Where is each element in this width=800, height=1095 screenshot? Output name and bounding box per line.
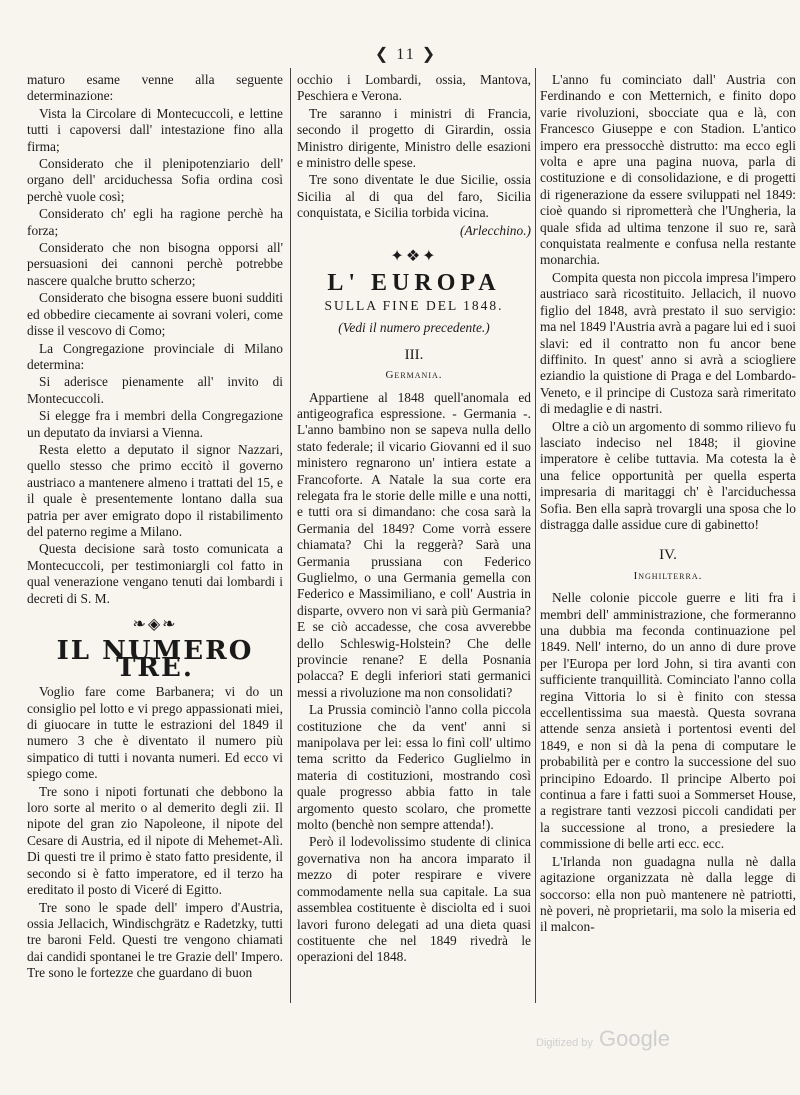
- section-heading: Germania.: [385, 369, 443, 382]
- paragraph: Tre sono le spade dell' impero d'Austria, ossia Jellacich, Windischgrätz e Radetzky, tutti tre baroni Feld. Questi tre vengono chiamati dai candidi spontanei le tre Grazie dell' Impero. Tre sono le fortezze che guardano di buon: [27, 899, 283, 981]
- paragraph: La Prussia cominciò l'anno colla piccola costituzione che da vent' anni si manipolava per lei: essa lo finì coll' ultimo tema scritto da Federico Guglielmo in materia di costituzioni, mostrando così quale progresso abbia fatto in tale argomento questo scolaro, che promette molto (benchè non sempre attenda!).: [297, 702, 531, 833]
- watermark-brand: Google: [598, 1026, 670, 1051]
- paragraph: Voglio fare come Barbanera; vi do un consiglio pel lotto e vi prego appassionati miei, di giuocare in tutte le estrazioni del 1849 il numero 3 che è diventato il numero più simpatico di tutti i novanta numeri. Ed ecco vi spiego come.: [27, 684, 283, 782]
- column-rule-left: [290, 68, 291, 1003]
- paragraph: Si elegge fra i membri della Congregazione un deputato da inviarsi a Vienna.: [27, 408, 283, 440]
- paragraph: Considerato che bisogna essere buoni sudditi ed obbedire ciecamente ai sovrani voleri, come disse il vescovo di Como;: [27, 290, 283, 339]
- paragraph: Considerato che il plenipotenziario dell' organo dell' arciduchessa Sofia ordina così perchè vuole così;: [27, 156, 283, 204]
- paragraph: Appartiene al 1848 quell'anomala ed antigeografica espressione. - Germania -. L'anno bambino non se sapeva nulla dello stato federale; il vicario Giovanni ed il suo ministero regnarono un' intiera estate a Francoforte. A Natale la sua corte era relegata fra le storie delle mille e una notti, e tutti ora si dimandano: che cosa sarà la Germania del 1849? Come vorrà essere chiamata? Chi la reggerà? Sarà una Germania prussiana con Federico Guglielmo, o una Germania gemella con Federico e Massimiliano, e coll' Austria in disparte, ovvero non vi sarà più Germania? E se ciò accadesse, che cosa avverebbe dello Schleswig-Holstein? Che delle provincie renane? E della Posnania polacca? E degli inferiori stati germanici messi a rivoluzione ma non consolidati?: [297, 389, 531, 700]
- section-number: IV.: [659, 547, 677, 564]
- section-heading: Inghilterra.: [633, 569, 703, 582]
- page-number: ❮ 11 ❯: [374, 46, 438, 63]
- paragraph: La Congregazione provinciale di Milano determina:: [27, 340, 283, 372]
- paragraph: Però il lodevolissimo studente di clinica governativa non ha ancora imparato il mezzo di poter respirare e vivere commodamente nella sua capitale. La sua assemblea costituente è disciolta ed i suoi lavori furono delegati ad una dieta quasi costituente che nel 1849 rivedrà le operazioni del 1848.: [297, 834, 531, 965]
- signature: (Arlecchino.): [459, 222, 531, 238]
- section-ornament: ✦❖✦: [390, 248, 438, 266]
- paragraph: L'Irlanda non guadagna nulla nè dalla agitazione organizzata nè dalla legge di soccorso: ella non può mantenere nè patriotti, nè poveri, nè proprietarii, ma solo la miseria ed il malcon-: [540, 853, 796, 935]
- paragraph: Tre sono i nipoti fortunati che debbono la loro sorte al merito o al demerito degli zii. Il nipote del gran zio Napoleone, il nipote del Cesare di Austria, ed il nipote di Mehemet-Alì. Di questi tre il primo è stato fatto presidente, il secondo si è fatto imperatore, ed il terzo ha ereditato il posto di Viceré di Egitto.: [27, 783, 283, 898]
- paragraph: Tre sono diventate le due Sicilie, ossia Sicilia al di qua del faro, Sicilia conquistata, e Sicilia torbida vicina.: [297, 172, 531, 221]
- paragraph: Oltre a ciò un argomento di sommo rilievo fu lasciato indeciso nel 1848; il giovine imperatore è celibe tuttavia. Ma cotesta la è una felice opportunità per quella esperta impresaria di maritaggi ch' è l'arciduchessa Sofia. Ben ella saprà trovargli una sposa che lo distragga dalle assidue cure di gabinetto!: [540, 418, 796, 532]
- column-left: [27, 72, 283, 983]
- paragraph: Vista la Circolare di Montecuccoli, e lettine tutti i capoversi dall' intestazione fino alla firma;: [27, 105, 283, 154]
- paragraph: Resta eletto a deputato il signor Nazzari, quello stesso che primo eccitò il governo austriaco a mantenere almeno i trattati del 15, e il quale è presentemente lontano dalla sua patria per aver emigrato dopo il ristabilimento del paterno regime a Milano.: [27, 441, 283, 539]
- article-title-europa: L' EUROPA: [327, 270, 501, 297]
- paragraph: Tre saranno i ministri di Francia, secondo il progetto di Girardin, ossia Ministro dirigente, Ministro delle esazioni e ministro delle spese.: [297, 105, 531, 171]
- paragraph: Nelle colonie piccole guerre e liti fra i membri dell' amministrazione, che formeranno una dubbia ma feconda continuazione pel 1849. Nell' interno, do un anno di dure prove per l'Europa per lord John, si tira avanti con sufficiente tranquillità. Cominciato l'anno colla regina Vittoria lo si è finito con stessa eccellentissima sua maestà. Questa sovrana attende senza ansietà i portentosi eventi del 1849, e non si dà la pena di computare le probabilità per e contro la successione del suo principino Edoardo. Il principe Alberto poi continua a fare i fatti suoi a Sommerset House, a registrare tanti vezzosi piccoli candidati per la successione al trono, a presiedere la commissione di belle arti ecc. ecc.: [540, 590, 796, 852]
- paragraph: occhio i Lombardi, ossia, Mantova, Peschiera e Verona.: [297, 72, 531, 104]
- section-ornament: ❧◈❧: [132, 616, 178, 633]
- article-subtitle: SULLA FINE DEL 1848.: [324, 297, 504, 313]
- column-right: [540, 72, 796, 937]
- paragraph: L'anno fu cominciato dall' Austria con Ferdinando e con Metternich, e finito dopo varie rivoluzioni, sbocciate qua e là, con Francesco Giuseppe e con Stadion. L'antico impero era pressocchè distrutto: ma ecco egli volta e apre una pagina nuova, parla di costituzione e di consolidazione, e di progetti di rigenerazione da essere sviluppati nel 1849: cioè quando si riprometterà che l'Ungheria, la quale sfida ad ultima tenzone il suo re, sarà conquistata realmente e confusa nella restante monarchia.: [540, 72, 796, 268]
- paragraph: Si aderisce pienamente all' invito di Montecuccoli.: [27, 374, 283, 406]
- paragraph: Compita questa non piccola impresa l'impero austriaco sarà ricostituito. Jellacich, il nuovo figlio del 1848, avrà prestato il suo servigio: ma nel 1849 l'Austria avrà a pagare lui ed i suoi slavi: ed il contratto non fu ancor bene diffinito. In quest' anno si avrà a sciogliere eziandio la quistione di Praga e del Lombardo-Veneto, e il principe di Custoza sarà rimeritato di medaglie e di nastri.: [540, 269, 797, 417]
- article-title-numero-tre: IL NUMERO TRE.: [56, 636, 254, 683]
- paragraph: Questa decisione sarà tosto comunicata a Montecuccoli, per testimoniargli col fatto in qual venerazione vengano tenuti dai lombardi i decreti di S. M.: [27, 541, 283, 606]
- watermark-prefix: Digitized by: [536, 1037, 593, 1049]
- article-reference: (Vedi il numero precedente.): [338, 320, 490, 336]
- column-middle: [297, 72, 531, 967]
- paragraph: maturo esame venne alla seguente determinazione:: [27, 72, 283, 104]
- section-number: III.: [404, 346, 424, 363]
- paragraph: Considerato che non bisogna opporsi all' persuasioni dei cannoni perchè potrebbe nascere qualche brutto scherzo;: [27, 240, 283, 288]
- digitized-watermark: [536, 1026, 670, 1052]
- column-rule-right: [535, 68, 536, 1003]
- paragraph: Considerato ch' egli ha ragione perchè ha forza;: [27, 206, 283, 238]
